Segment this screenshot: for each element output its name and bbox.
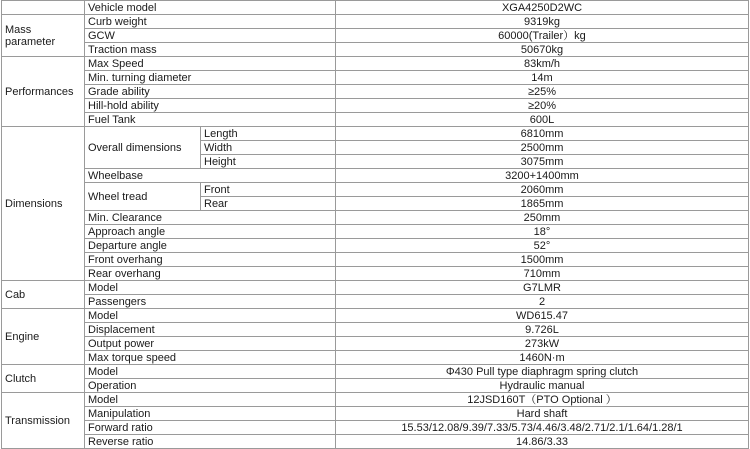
table-row <box>2 1 749 15</box>
param-label: Approach angle <box>85 225 336 239</box>
param-value: 9.726L <box>336 323 749 337</box>
param-label: Passengers <box>85 295 336 309</box>
table-row <box>2 435 749 449</box>
param-group-label: Wheel tread <box>85 183 201 211</box>
param-group-label: Overall dimensions <box>85 127 201 169</box>
section-transmission: Transmission <box>2 393 85 449</box>
section-clutch: Clutch <box>2 365 85 393</box>
table-row <box>2 351 749 365</box>
section-title-line: Mass <box>5 23 32 36</box>
section-title-line: parameter <box>5 35 56 48</box>
table-row <box>2 29 749 43</box>
table-row <box>2 15 749 29</box>
param-value: WD615.47 <box>336 309 749 323</box>
param-label: Traction mass <box>85 43 336 57</box>
param-label: Operation <box>85 379 336 393</box>
table-row <box>2 211 749 225</box>
param-value: 710mm <box>336 267 749 281</box>
section-engine: Engine <box>2 309 85 365</box>
table-row <box>2 365 749 379</box>
table-row <box>2 239 749 253</box>
param-value: 250mm <box>336 211 749 225</box>
param-label: Max torque speed <box>85 351 336 365</box>
table-row <box>2 337 749 351</box>
param-sublabel: Front <box>201 183 336 197</box>
param-value: 3200+1400mm <box>336 169 749 183</box>
param-value: 15.53/12.08/9.39/7.33/5.73/4.46/3.48/2.71/2.1/1.64/1.28/1 <box>336 421 749 435</box>
table-row <box>2 225 749 239</box>
param-label: GCW <box>85 29 336 43</box>
table-row <box>2 309 749 323</box>
table-row <box>2 169 749 183</box>
param-label: Rear overhang <box>85 267 336 281</box>
section-mass <box>2 15 85 57</box>
param-sublabel: Length <box>201 127 336 141</box>
param-value: Hard shaft <box>336 407 749 421</box>
param-value: 83km/h <box>336 57 749 71</box>
table-row <box>2 421 749 435</box>
table-row <box>2 253 749 267</box>
section-dimensions: Dimensions <box>2 127 85 281</box>
table-row <box>2 113 749 127</box>
param-value: ≥25% <box>336 85 749 99</box>
param-label: Departure angle <box>85 239 336 253</box>
table-row <box>2 43 749 57</box>
param-value: 273kW <box>336 337 749 351</box>
table-row <box>2 127 749 141</box>
param-label: Model <box>85 365 336 379</box>
param-label: Front overhang <box>85 253 336 267</box>
param-label: Reverse ratio <box>85 435 336 449</box>
param-sublabel: Width <box>201 141 336 155</box>
table-row <box>2 407 749 421</box>
param-value: 50670kg <box>336 43 749 57</box>
param-label: Model <box>85 309 336 323</box>
section-cab: Cab <box>2 281 85 309</box>
param-value: 2 <box>336 295 749 309</box>
param-label: Model <box>85 281 336 295</box>
param-label: Grade ability <box>85 85 336 99</box>
param-value: 9319kg <box>336 15 749 29</box>
spec-table <box>1 0 749 449</box>
param-value: XGA4250D2WC <box>336 1 749 15</box>
param-value: 14m <box>336 71 749 85</box>
param-label: Manipulation <box>85 407 336 421</box>
param-value: 6810mm <box>336 127 749 141</box>
param-label: Min. turning diameter <box>85 71 336 85</box>
table-row <box>2 71 749 85</box>
param-label: Vehicle model <box>85 1 336 15</box>
param-label: Curb weight <box>85 15 336 29</box>
param-value: Hydraulic manual <box>336 379 749 393</box>
param-label: Output power <box>85 337 336 351</box>
param-value: 600L <box>336 113 749 127</box>
param-sublabel: Rear <box>201 197 336 211</box>
param-value: 2060mm <box>336 183 749 197</box>
table-row <box>2 323 749 337</box>
param-value: 1500mm <box>336 253 749 267</box>
param-label: Hill-hold ability <box>85 99 336 113</box>
param-label: Min. Clearance <box>85 211 336 225</box>
table-row <box>2 57 749 71</box>
param-label: Model <box>85 393 336 407</box>
table-row <box>2 379 749 393</box>
param-value: G7LMR <box>336 281 749 295</box>
param-value: 60000(Trailer）kg <box>336 29 749 43</box>
param-value: 3075mm <box>336 155 749 169</box>
param-value: 12JSD160T（PTO Optional ） <box>336 393 749 407</box>
param-label: Displacement <box>85 323 336 337</box>
param-value: ≥20% <box>336 99 749 113</box>
section-performances: Performances <box>2 57 85 127</box>
table-row <box>2 281 749 295</box>
param-label: Wheelbase <box>85 169 336 183</box>
table-row <box>2 85 749 99</box>
param-value: 2500mm <box>336 141 749 155</box>
table-row <box>2 295 749 309</box>
param-sublabel: Height <box>201 155 336 169</box>
param-label: Max Speed <box>85 57 336 71</box>
param-value: Φ430 Pull type diaphragm spring clutch <box>336 365 749 379</box>
table-row <box>2 99 749 113</box>
param-value: 18° <box>336 225 749 239</box>
param-value: 14.86/3.33 <box>336 435 749 449</box>
param-value: 1865mm <box>336 197 749 211</box>
table-row <box>2 183 749 197</box>
param-value: 1460N·m <box>336 351 749 365</box>
param-label: Forward ratio <box>85 421 336 435</box>
param-value: 52° <box>336 239 749 253</box>
param-label: Fuel Tank <box>85 113 336 127</box>
table-row <box>2 267 749 281</box>
table-row <box>2 393 749 407</box>
section-cell <box>2 1 85 15</box>
